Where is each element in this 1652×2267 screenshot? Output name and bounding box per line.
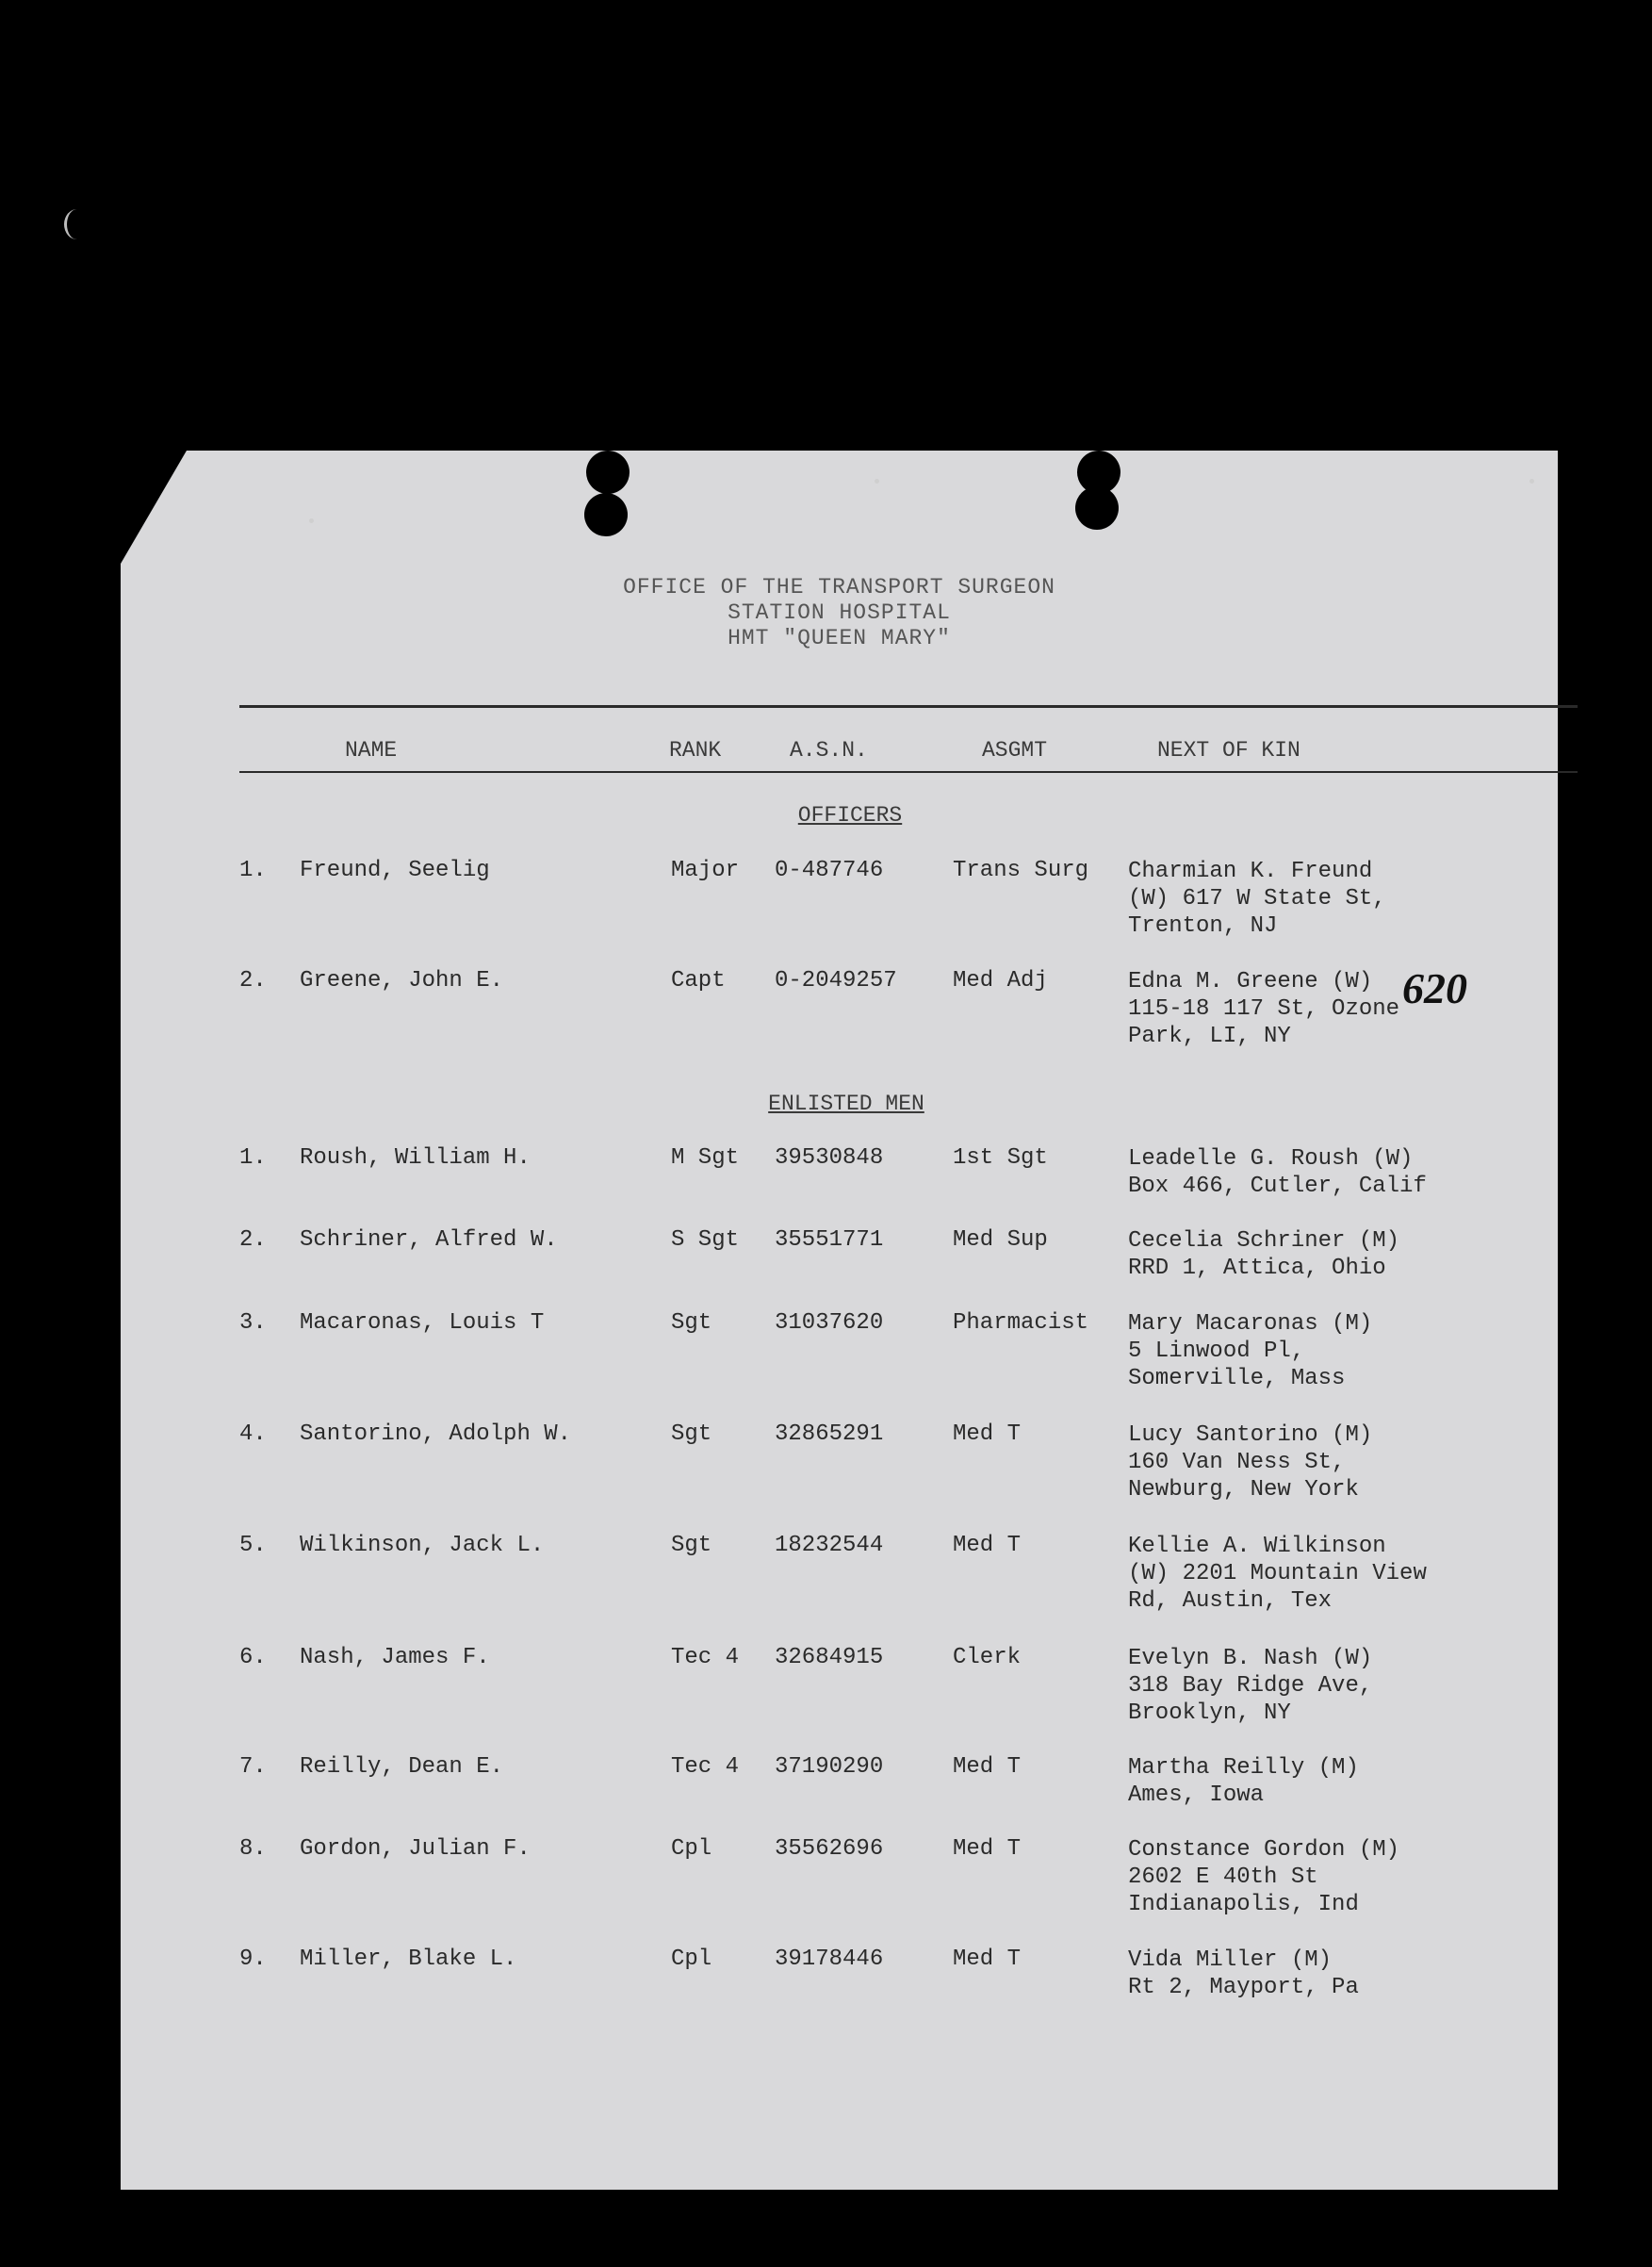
page-number-stamp: 620	[1402, 964, 1467, 1012]
name-cell: Gordon, Julian F.	[300, 1836, 531, 1862]
asgmt-cell: Trans Surg	[953, 858, 1089, 883]
name-cell: Macaronas, Louis T	[300, 1310, 545, 1336]
next-of-kin-cell: Edna M. Greene (W) 115-18 117 St, Ozone Park, LI, NY	[1128, 969, 1400, 1049]
speck	[309, 518, 314, 523]
asgmt-cell: Med T	[953, 1533, 1022, 1558]
asgmt-cell: Med T	[953, 1754, 1022, 1780]
asgmt-cell: Clerk	[953, 1645, 1022, 1670]
name-cell: Freund, Seelig	[300, 858, 490, 883]
header-line-2: STATION HOSPITAL	[728, 600, 951, 625]
punch-hole	[586, 451, 630, 494]
row-number: 5.	[239, 1533, 267, 1558]
rank-cell: Cpl	[671, 1947, 712, 1972]
row-number: 6.	[239, 1645, 267, 1670]
rank-cell: Tec 4	[671, 1754, 740, 1780]
asgmt-cell: Med Adj	[953, 968, 1048, 994]
background-mark	[64, 209, 90, 239]
next-of-kin-cell: Martha Reilly (M) Ames, Iowa	[1128, 1755, 1359, 1808]
rank-cell: Capt	[671, 968, 726, 994]
name-cell: Roush, William H.	[300, 1145, 531, 1171]
column-name: NAME	[345, 738, 398, 763]
name-cell: Santorino, Adolph W.	[300, 1421, 572, 1447]
header-line-3: HMT "QUEEN MARY"	[728, 626, 951, 650]
row-number: 4.	[239, 1421, 267, 1447]
row-number: 2.	[239, 1227, 267, 1253]
row-number: 1.	[239, 858, 267, 883]
next-of-kin-cell: Lucy Santorino (M) 160 Van Ness St, Newburg, New York	[1128, 1422, 1373, 1503]
punch-hole	[584, 493, 628, 536]
row-number: 3.	[239, 1310, 267, 1336]
name-cell: Greene, John E.	[300, 968, 504, 994]
asn-cell: 39530848	[775, 1145, 884, 1171]
rank-cell: Major	[671, 858, 740, 883]
column-asn: A.S.N.	[790, 738, 868, 763]
name-cell: Miller, Blake L.	[300, 1947, 517, 1972]
rank-cell: M Sgt	[671, 1145, 740, 1171]
next-of-kin-cell: Evelyn B. Nash (W) 318 Bay Ridge Ave, Brooklyn, NY	[1128, 1646, 1373, 1726]
rank-cell: Cpl	[671, 1836, 712, 1862]
column-rule	[239, 771, 1578, 773]
header-line-1: OFFICE OF THE TRANSPORT SURGEON	[623, 575, 1055, 600]
asgmt-cell: Pharmacist	[953, 1310, 1089, 1336]
rank-cell: Sgt	[671, 1310, 712, 1336]
asn-cell: 39178446	[775, 1947, 884, 1972]
asn-cell: 32684915	[775, 1645, 884, 1670]
section-enlisted: ENLISTED MEN	[768, 1092, 924, 1116]
next-of-kin-cell: Kellie A. Wilkinson (W) 2201 Mountain View Rd, Austin, Tex	[1128, 1534, 1427, 1614]
row-number: 9.	[239, 1947, 267, 1972]
next-of-kin-cell: Mary Macaronas (M) 5 Linwood Pl, Somerville, Mass	[1128, 1311, 1373, 1391]
speck	[875, 479, 879, 484]
torn-corner	[121, 451, 187, 564]
punch-hole	[1075, 486, 1119, 530]
row-number: 1.	[239, 1145, 267, 1171]
column-asgmt: ASGMT	[982, 738, 1048, 763]
asn-cell: 18232544	[775, 1533, 884, 1558]
asn-cell: 37190290	[775, 1754, 884, 1780]
rank-cell: Sgt	[671, 1533, 712, 1558]
asn-cell: 0-487746	[775, 858, 884, 883]
next-of-kin-cell: Constance Gordon (M) 2602 E 40th St Indianapolis, Ind	[1128, 1837, 1400, 1917]
asn-cell: 31037620	[775, 1310, 884, 1336]
rank-cell: Tec 4	[671, 1645, 740, 1670]
asn-cell: 35551771	[775, 1227, 884, 1253]
row-number: 7.	[239, 1754, 267, 1780]
column-next-of-kin: NEXT OF KIN	[1157, 738, 1300, 763]
name-cell: Nash, James F.	[300, 1645, 490, 1670]
asn-cell: 32865291	[775, 1421, 884, 1447]
rank-cell: Sgt	[671, 1421, 712, 1447]
asgmt-cell: Med T	[953, 1421, 1022, 1447]
row-number: 2.	[239, 968, 267, 994]
next-of-kin-cell: Cecelia Schriner (M) RRD 1, Attica, Ohio	[1128, 1228, 1400, 1281]
speck	[1529, 479, 1534, 484]
column-rank: RANK	[669, 738, 722, 763]
row-number: 8.	[239, 1836, 267, 1862]
section-officers: OFFICERS	[797, 803, 903, 828]
top-rule	[239, 705, 1578, 708]
next-of-kin-cell: Leadelle G. Roush (W) Box 466, Cutler, Calif	[1128, 1146, 1427, 1199]
asgmt-cell: Med T	[953, 1947, 1022, 1972]
next-of-kin-cell: Charmian K. Freund (W) 617 W State St, Trenton, NJ	[1128, 859, 1386, 939]
asn-cell: 0-2049257	[775, 968, 897, 994]
next-of-kin-cell: Vida Miller (M) Rt 2, Mayport, Pa	[1128, 1947, 1359, 2000]
asgmt-cell: Med Sup	[953, 1227, 1048, 1253]
asn-cell: 35562696	[775, 1836, 884, 1862]
name-cell: Wilkinson, Jack L.	[300, 1533, 545, 1558]
asgmt-cell: 1st Sgt	[953, 1145, 1048, 1171]
name-cell: Reilly, Dean E.	[300, 1754, 504, 1780]
asgmt-cell: Med T	[953, 1836, 1022, 1862]
rank-cell: S Sgt	[671, 1227, 740, 1253]
name-cell: Schriner, Alfred W.	[300, 1227, 558, 1253]
